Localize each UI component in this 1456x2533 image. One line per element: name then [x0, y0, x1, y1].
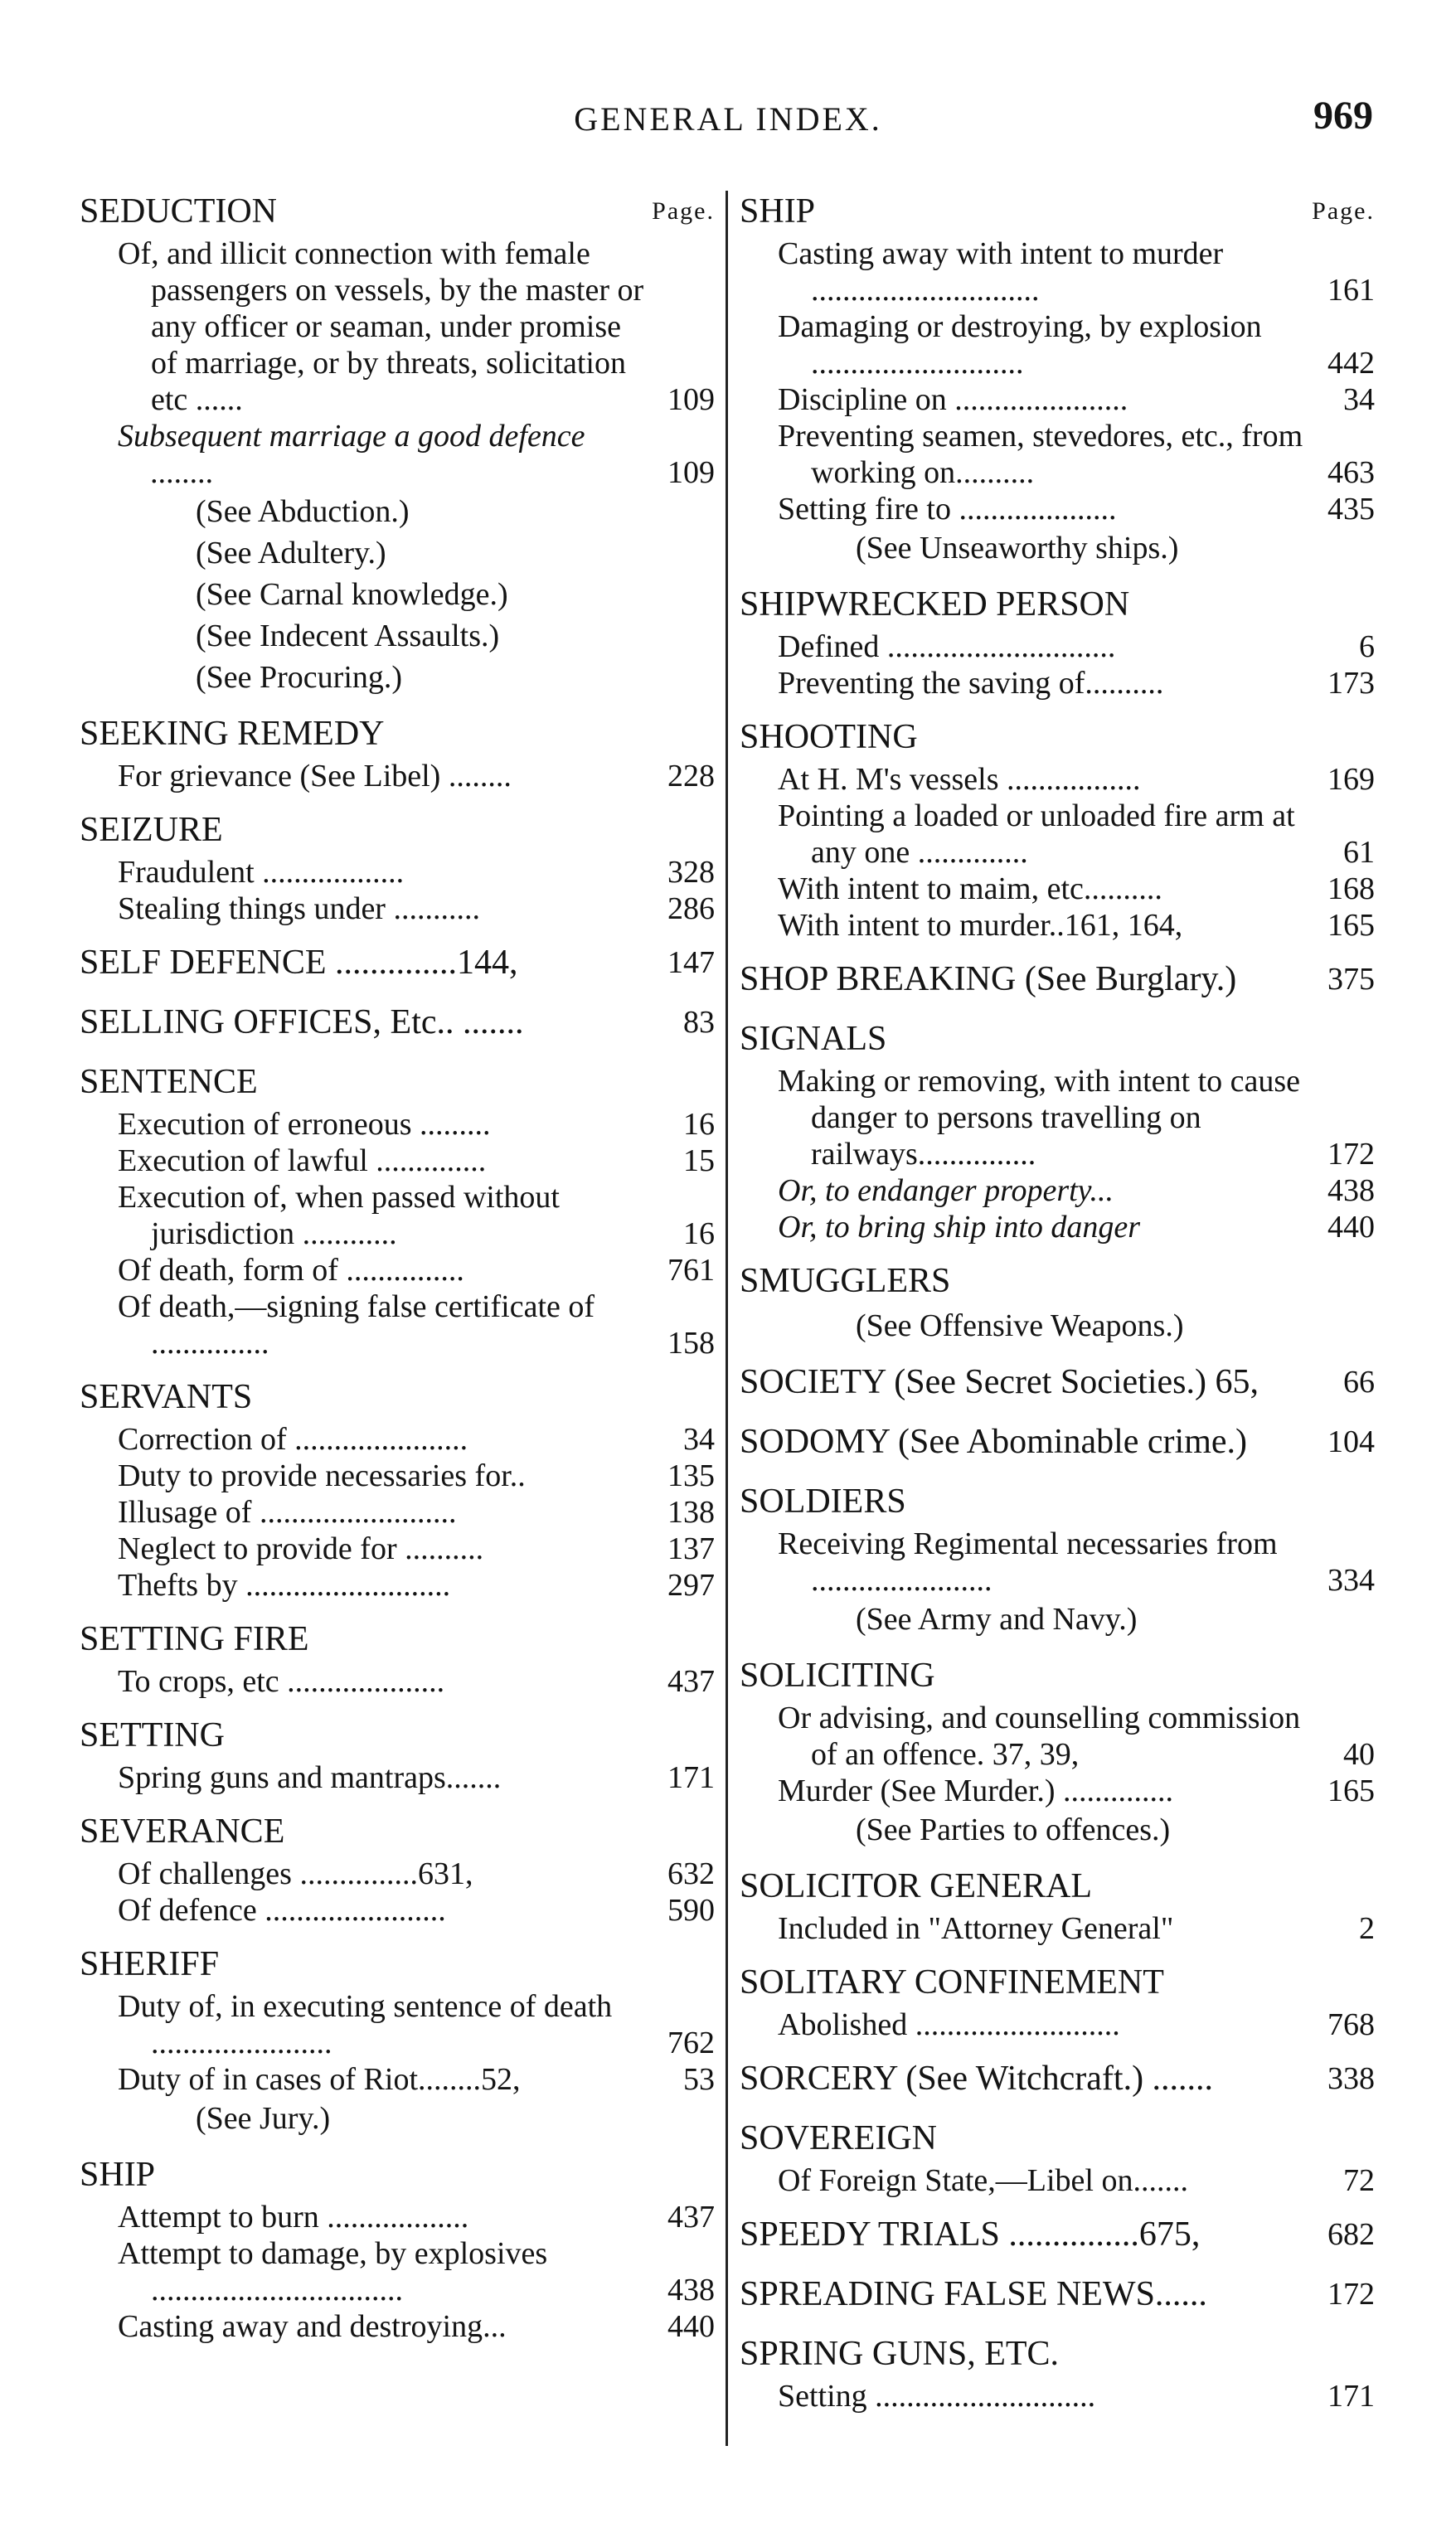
index-entry	[80, 854, 715, 890]
heading-text: SHIP	[740, 192, 816, 230]
entry-text: Subsequent marriage a good defence ........	[118, 419, 585, 490]
page-ref: 437	[667, 1664, 715, 1699]
entry-text: Included in "Attorney General"	[778, 1911, 1174, 1946]
page-ref: 40	[1343, 1737, 1375, 1772]
index-entry	[740, 381, 1375, 418]
entry-text: For grievance (See Libel) ........	[118, 759, 512, 793]
page-ref: 137	[667, 1531, 715, 1566]
page-ref: 173	[1327, 666, 1375, 701]
page-ref: 158	[667, 1326, 715, 1361]
index-entry	[740, 308, 1375, 381]
index-heading: SHOOTING	[740, 718, 918, 756]
index-entry	[740, 628, 1375, 665]
page-ref: 437	[667, 2200, 715, 2235]
page-ref: 165	[1327, 1774, 1375, 1808]
entry-text: Attempt to burn ..................	[118, 2200, 469, 2235]
index-headline	[80, 998, 715, 1046]
entry-text: Duty of, in executing sentence of death .......................	[118, 1989, 613, 2060]
index-entry	[80, 1759, 715, 1796]
page-ref: 632	[667, 1856, 715, 1891]
entry-text: Or, to endanger property...	[778, 1173, 1114, 1208]
heading-text: SPEEDY TRIALS ...............675,	[740, 2215, 1201, 2254]
entry-text: Stealing things under ...........	[118, 891, 480, 926]
entry-text: Or, to bring ship into danger	[778, 1210, 1141, 1245]
index-entry	[80, 2235, 715, 2308]
page-ref: 135	[667, 1458, 715, 1493]
page-ref: 147	[667, 945, 715, 980]
index-heading: SHIPWRECKED PERSON	[740, 585, 1130, 624]
index-entry	[80, 1252, 715, 1288]
index-headline	[740, 1418, 1375, 1466]
index-entry	[740, 1910, 1375, 1947]
page-ref: 172	[1327, 1137, 1375, 1172]
entry-text: Or advising, and counselling commission of an offence. 37, 39,	[778, 1701, 1301, 1772]
see-reference: (See Procuring.)	[196, 660, 403, 695]
index-headline	[80, 939, 715, 987]
page-label: Page.	[1312, 197, 1375, 225]
index-entry	[740, 1172, 1375, 1209]
index-entry	[740, 1063, 1375, 1172]
index-heading: SOLITARY CONFINEMENT	[740, 1963, 1164, 2002]
page-ref: 442	[1327, 346, 1375, 381]
index-entry	[740, 2007, 1375, 2043]
index-heading: SOLICITOR GENERAL	[740, 1867, 1093, 1905]
index-heading: SEVERANCE	[80, 1812, 285, 1851]
index-entry	[740, 761, 1375, 798]
entry-text: Setting ............................	[778, 2379, 1096, 2414]
entry-text: Correction of ......................	[118, 1422, 468, 1457]
index-entry	[740, 871, 1375, 907]
running-title: GENERAL INDEX.	[574, 100, 882, 138]
index-entry	[80, 890, 715, 927]
entry-text: Of death,—signing false certificate of ...............	[118, 1289, 595, 1361]
page-ref: 761	[667, 1253, 715, 1288]
page-ref: 104	[1327, 1424, 1375, 1459]
index-entry	[80, 1892, 715, 1929]
entry-text: At H. M's vessels .................	[778, 762, 1141, 797]
entry-text: Execution of erroneous .........	[118, 1107, 491, 1142]
see-reference: (See Unseaworthy ships.)	[856, 531, 1179, 565]
page-ref: 440	[1327, 1210, 1375, 1245]
index-heading: SOLDIERS	[740, 1482, 906, 1521]
index-entry	[740, 665, 1375, 701]
see-reference: (See Abduction.)	[196, 494, 410, 529]
entry-text: Thefts by ..........................	[118, 1568, 451, 1603]
page-ref: 297	[667, 1568, 715, 1603]
page-ref: 334	[1327, 1563, 1375, 1598]
entry-text: Of, and illicit connection with female passengers on vessels, by the master or any officer or seaman, under promise of marriage, or by threats, solicitation etc ......	[118, 236, 644, 417]
index-heading: SMUGGLERS	[740, 1262, 951, 1300]
index-entry	[80, 1494, 715, 1531]
page-ref: 228	[667, 759, 715, 793]
index-heading: SENTENCE	[80, 1063, 258, 1101]
entry-text: Fraudulent ..................	[118, 855, 405, 890]
index-heading: SEIZURE	[80, 811, 223, 849]
see-reference: (See Offensive Weapons.)	[856, 1308, 1184, 1343]
index-entry	[80, 418, 715, 491]
page-ref: 83	[683, 1005, 715, 1040]
page-ref: 53	[683, 2062, 715, 2097]
entry-text: Preventing seamen, stevedores, etc., from working on..........	[778, 419, 1303, 490]
page-ref: 328	[667, 855, 715, 890]
see-reference: (See Indecent Assaults.)	[196, 619, 500, 653]
index-entry	[740, 1700, 1375, 1773]
index-entry	[740, 798, 1375, 871]
see-reference: (See Army and Navy.)	[856, 1602, 1138, 1637]
entry-text: Of defence .......................	[118, 1893, 446, 1928]
index-entry	[80, 1531, 715, 1567]
page-ref: 171	[1327, 2379, 1375, 2414]
page-ref: 682	[1327, 2217, 1375, 2252]
entry-text: Attempt to damage, by explosives ................................	[118, 2236, 548, 2307]
index-headline	[740, 2210, 1375, 2259]
index-entry	[80, 2199, 715, 2235]
page-ref: 165	[1327, 908, 1375, 943]
index-heading-seduction	[80, 187, 715, 235]
entry-text: Execution of lawful ..............	[118, 1143, 487, 1178]
column-divider	[726, 191, 728, 2446]
see-reference: (See Jury.)	[196, 2101, 331, 2136]
page-ref: 34	[683, 1422, 715, 1457]
index-entry	[80, 235, 715, 418]
entry-text: Spring guns and mantraps.......	[118, 1760, 502, 1795]
page-label: Page.	[652, 197, 715, 225]
index-entry	[80, 1988, 715, 2061]
entry-text: Defined .............................	[778, 629, 1116, 664]
index-entry	[740, 2378, 1375, 2414]
page-ref: 286	[667, 891, 715, 926]
entry-text: Of challenges ...............631,	[118, 1856, 473, 1891]
index-heading: SHERIFF	[80, 1945, 220, 1983]
page-ref: 168	[1327, 871, 1375, 906]
page-ref: 161	[1327, 273, 1375, 308]
index-entry	[80, 2061, 715, 2098]
page-ref: 438	[667, 2273, 715, 2307]
left-column	[80, 187, 715, 2345]
page-header	[0, 90, 1456, 148]
page-ref: 762	[667, 2026, 715, 2060]
index-headline	[740, 2055, 1375, 2103]
page-ref: 66	[1343, 1365, 1375, 1400]
heading-text: SOCIETY (See Secret Societies.) 65,	[740, 1363, 1259, 1401]
entry-text: Casting away and destroying...	[118, 2309, 507, 2344]
page-ref: 590	[667, 1893, 715, 1928]
page-ref: 768	[1327, 2007, 1375, 2042]
entry-text: Setting fire to ....................	[778, 492, 1117, 526]
index-entry	[80, 1288, 715, 1361]
entry-text: Duty to provide necessaries for..	[118, 1458, 526, 1493]
right-column	[740, 187, 1375, 2414]
index-heading-ship	[740, 187, 1375, 235]
index-entry	[740, 1526, 1375, 1599]
index-entry	[80, 758, 715, 794]
heading-text: SODOMY (See Abominable crime.)	[740, 1423, 1247, 1461]
page-ref: 16	[683, 1216, 715, 1251]
index-heading: SERVANTS	[80, 1378, 253, 1416]
entry-text: Damaging or destroying, by explosion ...........................	[778, 309, 1262, 381]
index-entry	[740, 2162, 1375, 2199]
index-heading: SIGNALS	[740, 1020, 887, 1058]
page-ref: 109	[667, 455, 715, 490]
index-entry	[740, 1773, 1375, 1809]
entry-text: Casting away with intent to murder .............................	[778, 236, 1224, 308]
page-ref: 172	[1327, 2277, 1375, 2312]
page-ref: 375	[1327, 962, 1375, 997]
page-ref: 440	[667, 2309, 715, 2344]
entry-text: Discipline on ......................	[778, 382, 1128, 417]
heading-text: SORCERY (See Witchcraft.) .......	[740, 2060, 1214, 2098]
page-ref: 72	[1343, 2163, 1375, 2198]
page-ref: 2	[1359, 1911, 1375, 1946]
page-ref: 171	[667, 1760, 715, 1795]
index-entry	[80, 1458, 715, 1494]
heading-text: SHOP BREAKING (See Burglary.)	[740, 960, 1237, 998]
entry-text: Of Foreign State,—Libel on.......	[778, 2163, 1188, 2198]
heading-text: SEDUCTION	[80, 192, 277, 230]
entry-text: Preventing the saving of..........	[778, 666, 1164, 701]
heading-text: SELLING OFFICES, Etc.. .......	[80, 1003, 524, 1041]
index-headline	[740, 2270, 1375, 2318]
index-entry	[740, 491, 1375, 527]
index-entry	[80, 1567, 715, 1604]
entry-text: Of death, form of ...............	[118, 1253, 464, 1288]
page-number: 969	[1313, 94, 1373, 138]
see-reference: (See Parties to offences.)	[856, 1812, 1171, 1847]
entry-text: Illusage of .........................	[118, 1495, 457, 1530]
page-ref: 169	[1327, 762, 1375, 797]
page-ref: 61	[1343, 835, 1375, 870]
entry-text: Abolished ..........................	[778, 2007, 1120, 2042]
index-heading: SHIP	[80, 2156, 156, 2194]
entry-text: With intent to murder..161, 164,	[778, 908, 1183, 943]
heading-text: SPREADING FALSE NEWS......	[740, 2275, 1207, 2313]
index-heading: SOLICITING	[740, 1657, 935, 1695]
index-headline	[740, 955, 1375, 1003]
index-entry	[740, 418, 1375, 491]
page-ref: 6	[1359, 629, 1375, 664]
index-entry	[80, 1179, 715, 1252]
heading-text: SELF DEFENCE ..............144,	[80, 944, 518, 982]
entry-text: Making or removing, with intent to cause danger to persons travelling on railways...............	[778, 1064, 1301, 1172]
page-ref: 15	[683, 1143, 715, 1178]
entry-text: With intent to maim, etc..........	[778, 871, 1162, 906]
index-entry	[740, 235, 1375, 308]
page-ref: 109	[667, 382, 715, 417]
entry-text: Execution of, when passed without jurisdiction ............	[118, 1180, 560, 1251]
entry-text: Duty of in cases of Riot........52,	[118, 2062, 521, 2097]
see-reference: (See Carnal knowledge.)	[196, 577, 508, 612]
entry-text: Murder (See Murder.) ..............	[778, 1774, 1174, 1808]
index-entry	[80, 1421, 715, 1458]
page-ref: 338	[1327, 2061, 1375, 2096]
page-ref: 138	[667, 1495, 715, 1530]
page-ref: 463	[1327, 455, 1375, 490]
index-entry	[80, 2308, 715, 2345]
see-reference: (See Adultery.)	[196, 536, 386, 570]
index-heading: SETTING FIRE	[80, 1620, 309, 1658]
page-ref: 16	[683, 1107, 715, 1142]
index-heading: SETTING	[80, 1716, 225, 1754]
index-headline	[740, 1358, 1375, 1406]
index-entry	[80, 1663, 715, 1700]
index-entry	[740, 907, 1375, 944]
index-entry	[80, 1143, 715, 1179]
index-heading: SPRING GUNS, ETC.	[740, 2335, 1060, 2373]
page-ref: 438	[1327, 1173, 1375, 1208]
entry-text: To crops, etc ....................	[118, 1664, 445, 1699]
page-ref: 435	[1327, 492, 1375, 526]
index-entry	[80, 1106, 715, 1143]
index-entry	[740, 1209, 1375, 1245]
index-heading: SEEKING REMEDY	[80, 715, 385, 753]
entry-text: Receiving Regimental necessaries from .......................	[778, 1526, 1278, 1598]
index-heading: SOVEREIGN	[740, 2119, 937, 2157]
page-ref: 34	[1343, 382, 1375, 417]
entry-text: Pointing a loaded or unloaded fire arm at any one ..............	[778, 798, 1295, 870]
index-entry	[80, 1856, 715, 1892]
entry-text: Neglect to provide for ..........	[118, 1531, 484, 1566]
